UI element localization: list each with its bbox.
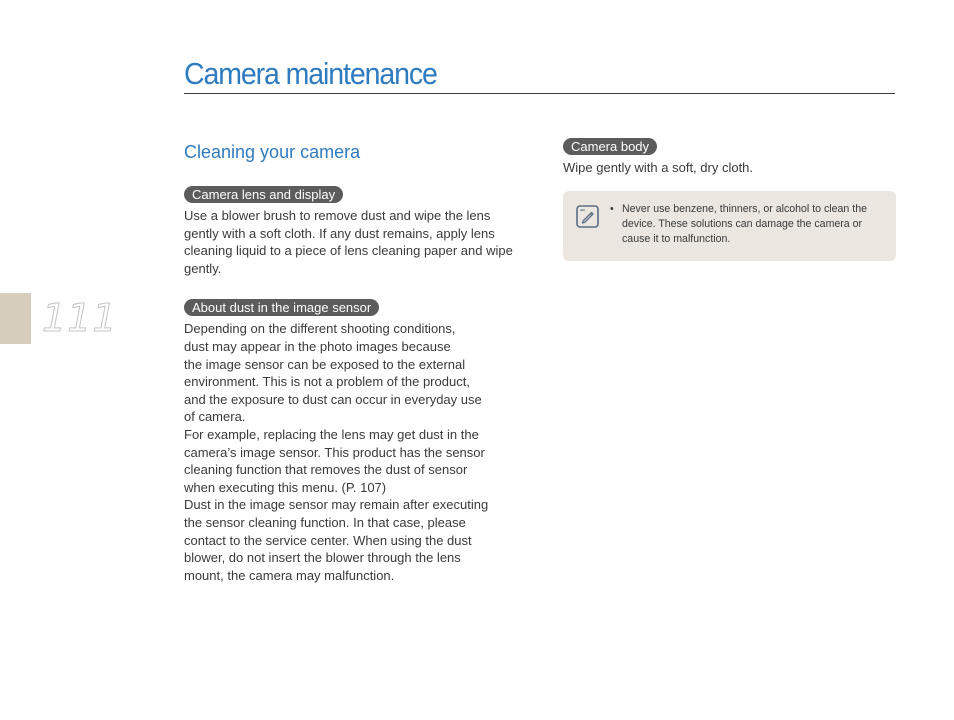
sensor-dust-line: dust may appear in the photo images because — [184, 338, 451, 354]
page-number: 111 — [42, 296, 118, 340]
camera-body-label: Camera body — [563, 138, 657, 155]
camera-body-text: Wipe gently with a soft, dry cloth. — [563, 160, 754, 175]
note-text: Never use benzene, thinners, or alcohol to clean the device. These solutions can damage the camera or cause it to malfunction. — [622, 202, 867, 246]
note-item — [610, 202, 884, 248]
sensor-dust-line: camera’s image sensor. This product has the sensor — [184, 444, 485, 460]
sensor-dust-line: mount, the camera may malfunction. — [184, 567, 395, 583]
page-title: Camera maintenance — [184, 56, 437, 91]
sensor-dust-label: About dust in the image sensor — [184, 299, 379, 316]
sensor-dust-line: and the exposure to dust can occur in everyday use — [184, 391, 482, 407]
left-column — [184, 140, 524, 584]
lens-display-text: Use a blower brush to remove dust and wipe the lens gently with a soft cloth. If any dust remains, apply lens cleaning liquid to a piece of lens cleaning paper and wipe gently. — [184, 208, 513, 276]
sensor-dust-line: cleaning function that removes the dust of sensor — [184, 462, 468, 478]
bullet-icon: • — [610, 202, 614, 215]
sensor-dust-line: For example, replacing the lens may get dust in the — [184, 426, 479, 442]
lens-display-block — [184, 186, 524, 277]
note-pencil-icon — [576, 205, 599, 228]
sensor-dust-line: environment. This is not a problem of the product, — [184, 374, 470, 390]
note-list — [610, 202, 884, 248]
section-heading: Cleaning your camera — [184, 142, 361, 162]
lens-display-label: Camera lens and display — [184, 186, 343, 203]
sensor-dust-line: Dust in the image sensor may remain after executing — [184, 497, 489, 513]
sensor-dust-line: blower, do not insert the blower through the lens — [184, 550, 461, 566]
title-divider — [184, 93, 895, 94]
sensor-dust-text — [184, 320, 524, 584]
caution-note — [563, 191, 896, 261]
sensor-dust-line: of camera. — [184, 409, 246, 425]
sensor-dust-line: contact to the service center. When using the dust — [184, 532, 472, 548]
block-spacer — [184, 277, 524, 299]
sensor-dust-line: when executing this menu. (P. 107) — [184, 479, 387, 495]
page-tab-marker — [0, 293, 31, 344]
camera-body-block — [563, 138, 896, 177]
sensor-dust-line: Depending on the different shooting conditions, — [184, 321, 456, 337]
sensor-dust-block — [184, 299, 524, 584]
right-column — [563, 138, 896, 261]
sensor-dust-line: the sensor cleaning function. In that case, please — [184, 514, 466, 530]
sensor-dust-line: the image sensor can be exposed to the external — [184, 356, 466, 372]
